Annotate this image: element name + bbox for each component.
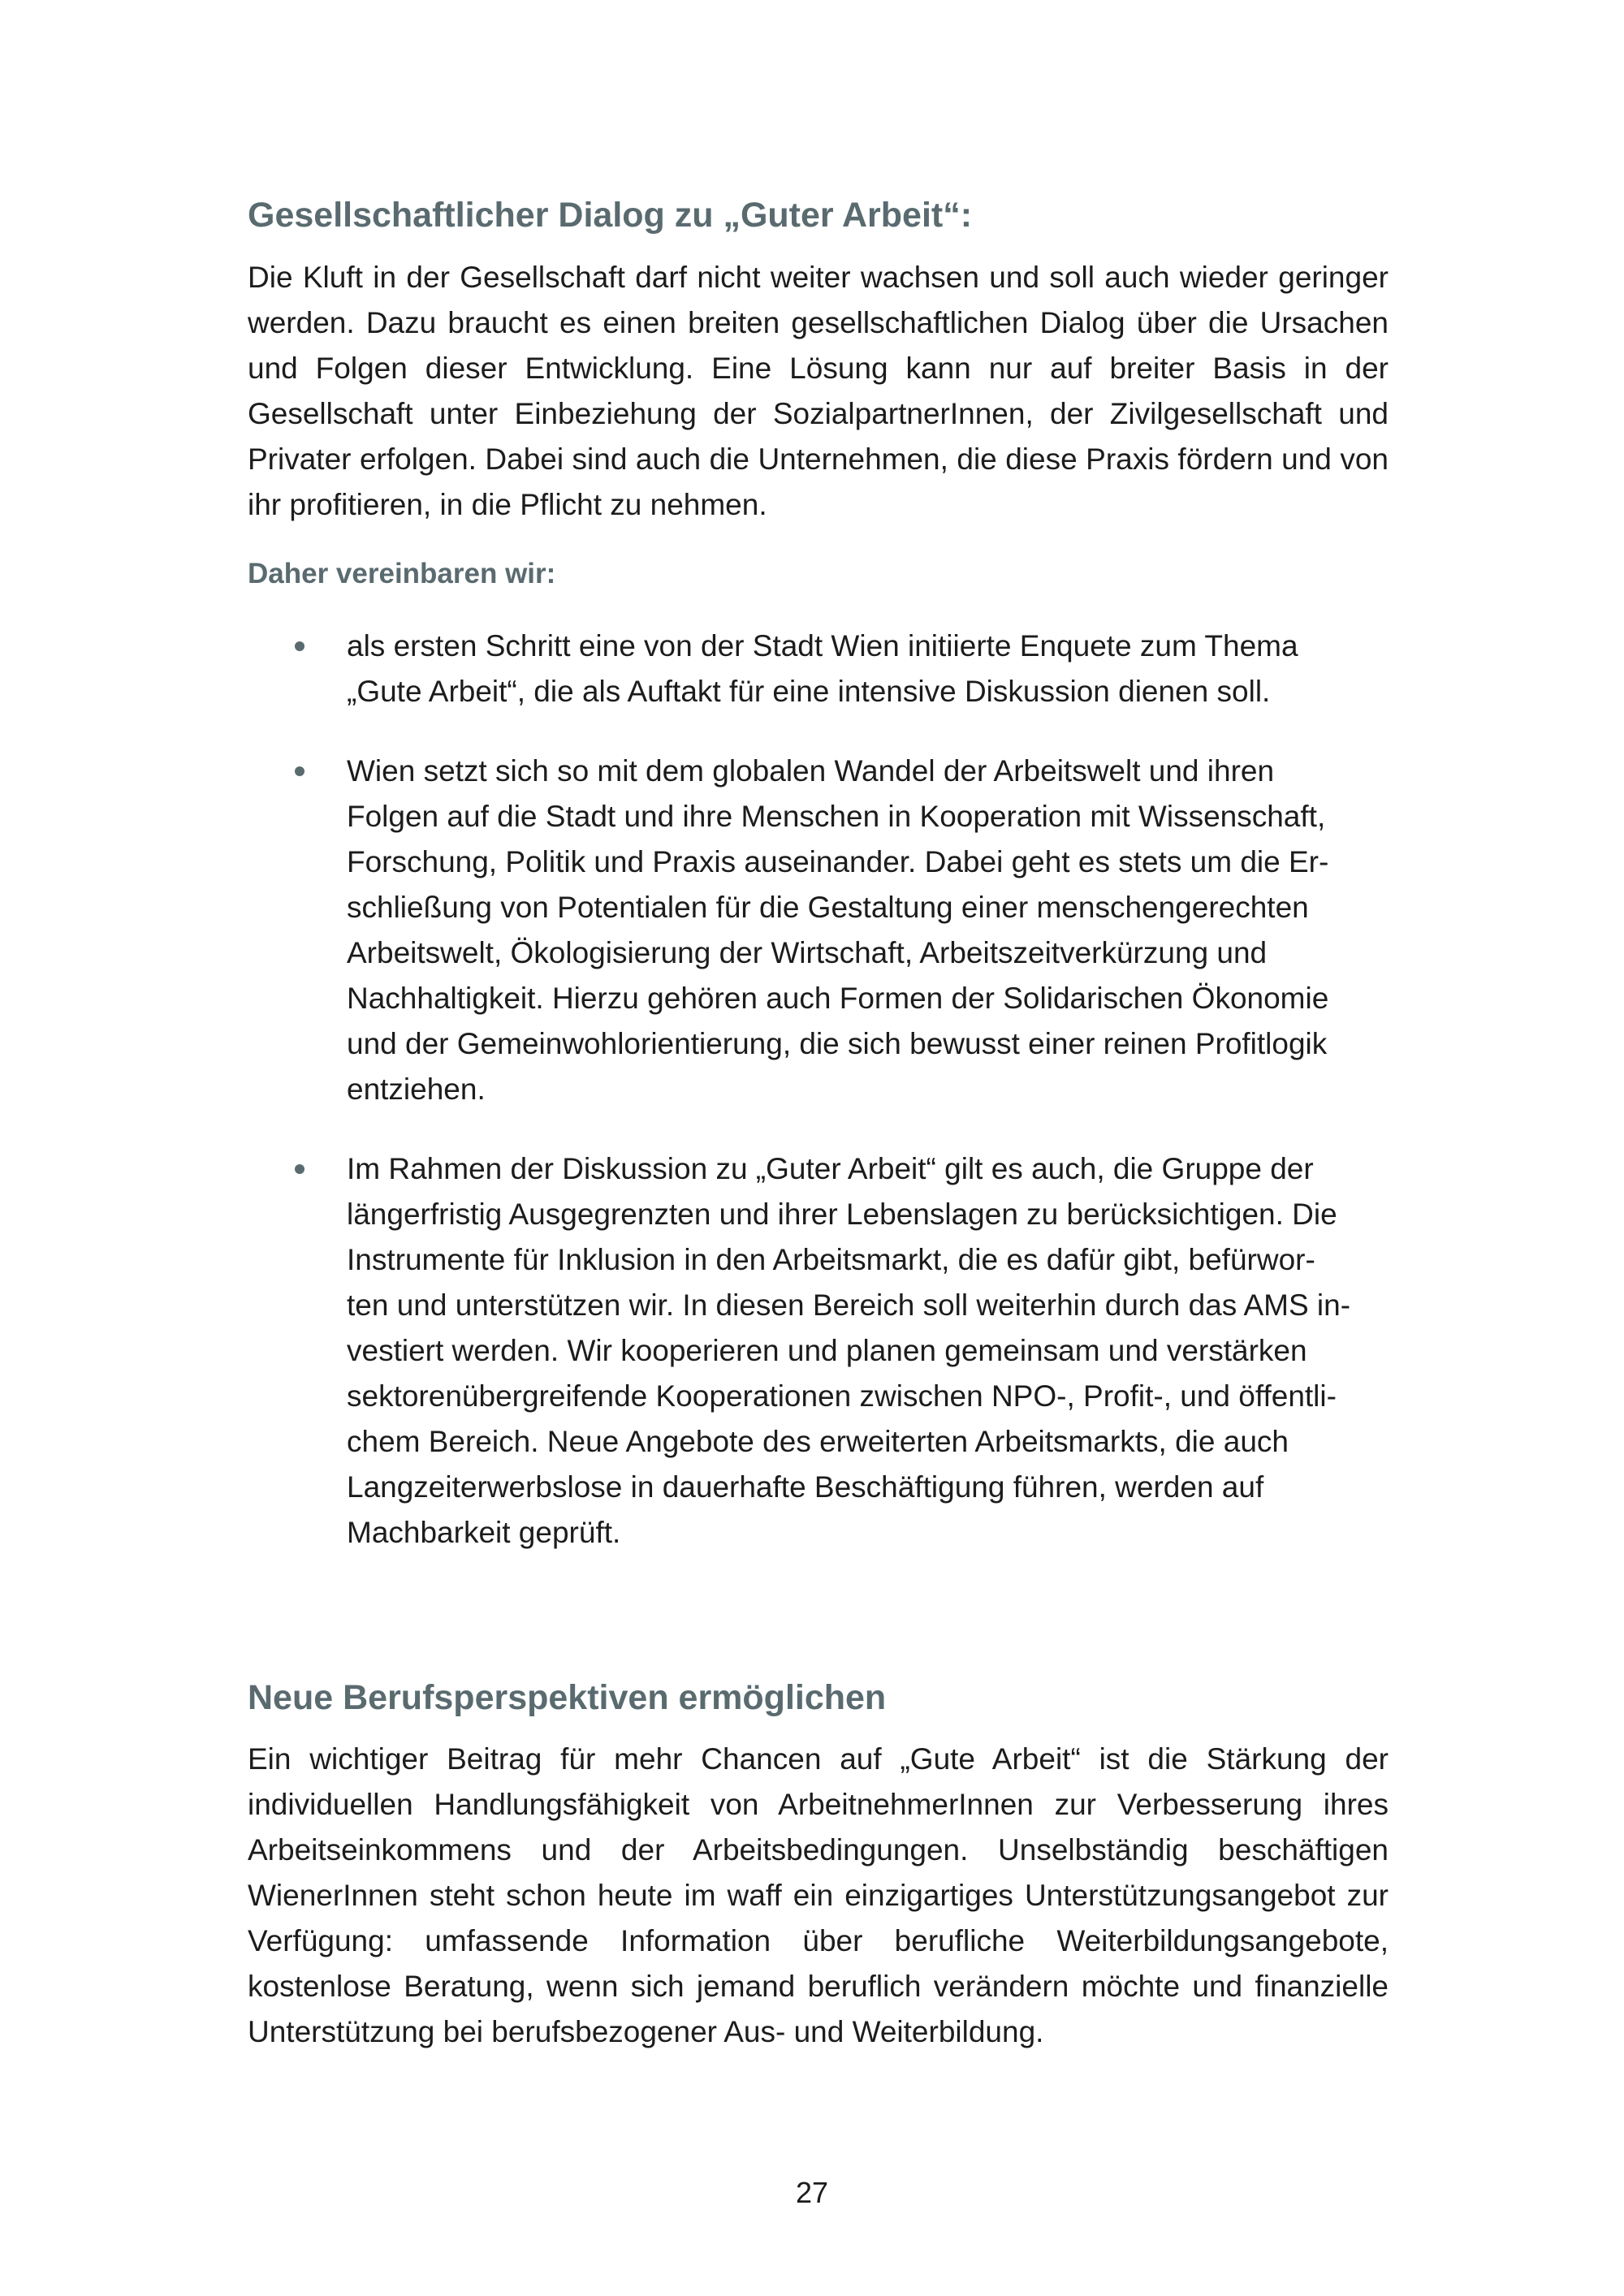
bullet-dot-icon xyxy=(295,641,304,651)
bullet-line: „Gute Arbeit“, die als Auftakt für eine intensive Diskussion dienen soll. xyxy=(347,674,1271,708)
section-heading-career: Neue Berufsperspektiven ermöglichen xyxy=(248,1677,887,1717)
bullet-line: Forschung, Politik und Praxis auseinander. Dabei geht es stets um die Er- xyxy=(347,844,1329,878)
bullet-line: Machbarkeit geprüft. xyxy=(347,1515,621,1549)
bullet-line: längerfristig Ausgegrenzten und ihrer Lebenslagen zu berücksichtigen. Die xyxy=(347,1197,1337,1231)
career-paragraph: Ein wichtiger Beitrag für mehr Chancen auf „Gute Arbeit“ ist die Stärkung der individuellen Handlungsfähigkeit von ArbeitnehmerInnen zur Verbesserung ihres Arbeitseinkommens und der Arbeitsbedingungen. Unselbständig beschäftigen WienerInnen steht schon heute im waff ein einzigartiges Unterstützungsangebot zur Verfügung: umfassende Information über berufliche Weiterbildungsangebote, kostenlose Beratung, wenn sich jemand beruflich verändern möchte und finanzielle Unterstützung bei berufsbezogener Aus- und Weiterbildung. xyxy=(248,1742,1389,2049)
agreement-subheading: Daher vereinbaren wir: xyxy=(248,557,556,589)
bullet-line: sektorenübergreifende Kooperationen zwischen NPO-, Profit-, und öffentli- xyxy=(347,1379,1337,1413)
page-content xyxy=(248,195,1389,2055)
bullet-line: entziehen. xyxy=(347,1072,486,1106)
section-heading-dialog: Gesellschaftlicher Dialog zu „Guter Arbeit“: xyxy=(248,196,973,235)
page-number: 27 xyxy=(795,2176,829,2209)
bullet-line: Im Rahmen der Diskussion zu „Guter Arbeit“ gilt es auch, die Gruppe der xyxy=(347,1151,1314,1185)
bullet-line: vestiert werden. Wir kooperieren und planen gemeinsam und verstärken xyxy=(347,1333,1307,1367)
bullet-item xyxy=(248,1146,1389,1556)
bullet-dot-icon xyxy=(295,766,304,776)
bullet-item xyxy=(248,749,1389,1112)
bullet-item xyxy=(248,624,1389,714)
bullet-line: schließung von Potentialen für die Gestaltung einer menschengerechten xyxy=(347,890,1309,924)
bullet-line: ten und unterstützen wir. In diesen Bereich soll weiterhin durch das AMS in- xyxy=(347,1288,1351,1322)
bullet-line: Folgen auf die Stadt und ihre Menschen in Kooperation mit Wissenschaft, xyxy=(347,799,1326,833)
bullet-line: Wien setzt sich so mit dem globalen Wandel der Arbeitswelt und ihren xyxy=(347,753,1275,788)
bullet-dot-icon xyxy=(295,1164,304,1174)
dialog-paragraph: Die Kluft in der Gesellschaft darf nicht weiter wachsen und soll auch wieder geringer werden. Dazu braucht es einen breiten gesellschaftlichen Dialog über die Ursachen und Folgen dieser Entwicklung. Eine Lösung kann nur auf breiter Basis in der Gesellschaft unter Einbeziehung der SozialpartnerInnen, der Zivilgesellschaft und Privater erfolgen. Dabei sind auch die Unternehmen, die diese Praxis fördern und von ihr profitieren, in die Pflicht zu nehmen. xyxy=(248,260,1389,521)
bullet-line: chem Bereich. Neue Angebote des erweiterten Arbeitsmarkts, die auch xyxy=(347,1424,1289,1458)
bullet-line: als ersten Schritt eine von der Stadt Wien initiierte Enquete zum Thema xyxy=(347,628,1298,662)
bullet-text xyxy=(347,1146,1389,1556)
bullet-line: Langzeiterwerbslose in dauerhafte Beschäftigung führen, werden auf xyxy=(347,1470,1264,1504)
bullet-line: Arbeitswelt, Ökologisierung der Wirtschaft, Arbeitszeitverkürzung und xyxy=(347,935,1268,969)
agreement-bullet-list xyxy=(248,624,1389,1556)
bullet-line: Instrumente für Inklusion in den Arbeitsmarkt, die es dafür gibt, befürwor- xyxy=(347,1242,1315,1276)
bullet-line: und der Gemeinwohlorientierung, die sich bewusst einer reinen Profitlogik xyxy=(347,1026,1328,1060)
bullet-line: Nachhaltigkeit. Hierzu gehören auch Formen der Solidarischen Ökonomie xyxy=(347,981,1329,1015)
bullet-text xyxy=(347,624,1389,714)
bullet-text xyxy=(347,749,1389,1112)
